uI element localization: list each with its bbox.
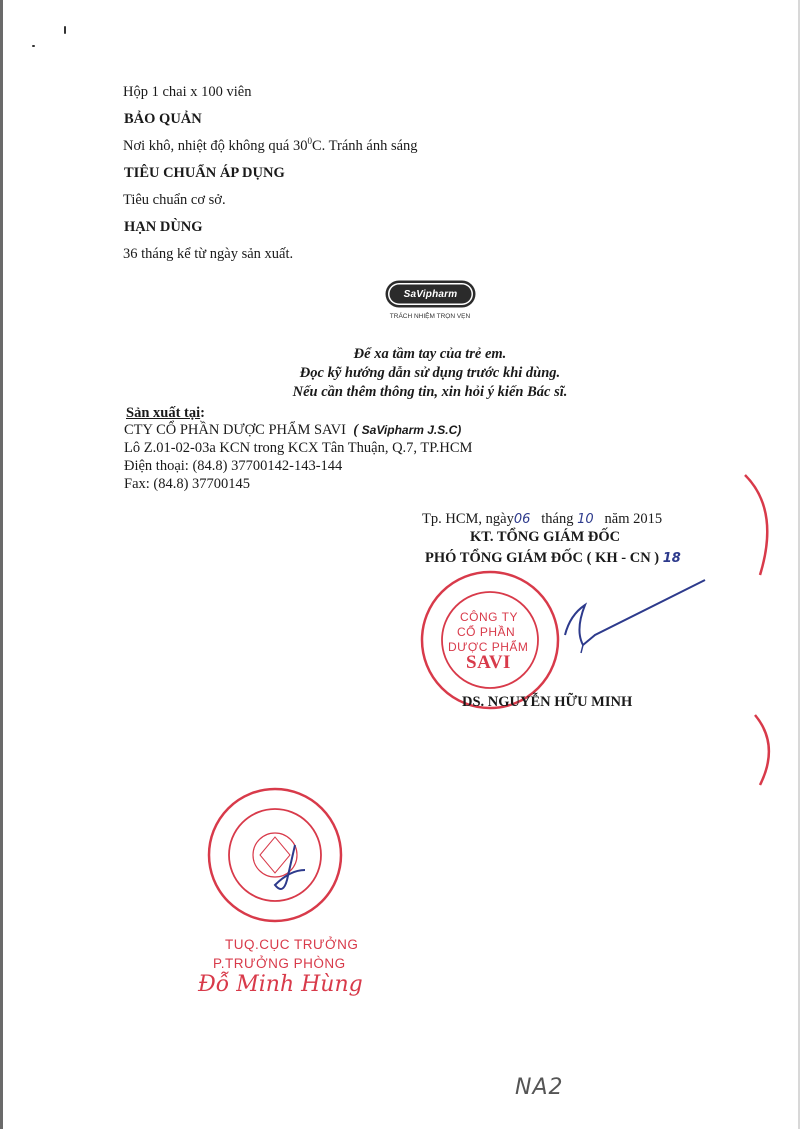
standard-text: Tiêu chuẩn cơ sở. [123,192,226,208]
manufacturer-address: Lô Z.01-02-03a KCN trong KCX Tân Thuận, Q.7, TP.HCM [124,440,473,456]
signer-name: DS. NGUYỄN HỮU MINH [462,694,633,710]
manufacturer-phone: Điện thoại: (84.8) 37700142-143-144 [124,458,343,474]
standard-heading: TIÊU CHUẨN ÁP DỤNG [124,165,285,181]
partial-stamp-right-bottom [745,710,800,790]
ministry-signature-name: Đỗ Minh Hùng [198,972,363,997]
shelf-life-text: 36 tháng kể từ ngày sản xuất. [123,246,294,262]
manufacturer-label: Sản xuất tại: [126,405,205,421]
logo-tagline: TRÁCH NHIỆM TRỌN VẸN [389,313,471,320]
shelf-life-heading: HẠN DÙNG [124,219,203,235]
partial-stamp-right-top [740,470,800,580]
scan-speck [64,26,66,34]
manufacturer-fax: Fax: (84.8) 37700145 [124,476,251,492]
company-stamp-line-1: CÔNG TY [460,610,518,624]
ministry-line-1: TUQ.CỤC TRƯỞNG [225,937,359,952]
packaging-text: Hộp 1 chai x 100 viên [123,84,252,100]
manufacturer-name: CTY CỔ PHẦN DƯỢC PHẨM SAVI ( SaVipharm J.S.C) [124,422,462,438]
scan-edge-left [0,0,3,1129]
ministry-signature [265,840,325,900]
company-stamp-line-2: CỔ PHẦN [457,625,516,639]
warning-line-3: Nếu cần thêm thông tin, xin hỏi ý kiến Bác sĩ. [292,384,568,400]
savipharm-logo: SaVipharm [388,283,473,305]
warning-line-1: Để xa tầm tay của trẻ em. [353,346,507,362]
warning-line-2: Đọc kỹ hướng dẫn sử dụng trước khi dùng. [299,365,561,381]
signature-title-1: KT. TỔNG GIÁM ĐỐC [470,529,621,545]
page-annotation: NA2 [515,1075,564,1100]
company-stamp-line-4: SAVI [466,652,511,673]
storage-text: Nơi khô, nhiệt độ không quá $30^0C$. Tránh ánh sáng [123,136,418,154]
director-signature [535,575,735,675]
date-line: Tp. HCM, ngày06 tháng 10 năm 2015 [422,511,663,527]
company-stamp-line-3: DƯỢC PHẨM [448,640,529,654]
signature-title-2: PHÓ TỔNG GIÁM ĐỐC ( KH - CN ) 18 [425,550,681,566]
ministry-line-2: P.TRƯỞNG PHÒNG [213,956,346,971]
scan-speck [32,45,35,47]
storage-heading: BẢO QUẢN [124,111,202,127]
